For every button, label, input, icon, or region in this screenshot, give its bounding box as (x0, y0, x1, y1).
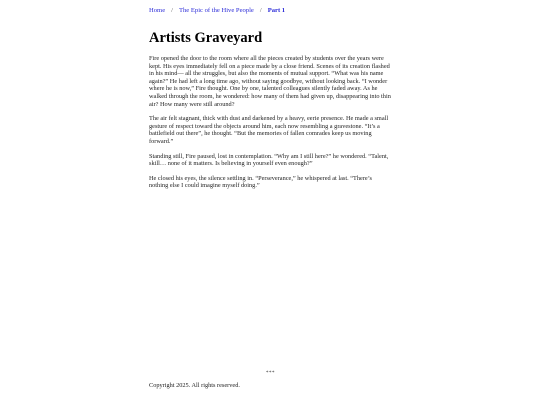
copyright-footer: Copyright 2025. All rights reserved. (149, 382, 240, 389)
breadcrumb-home-link[interactable]: Home (149, 7, 166, 14)
breadcrumb-separator: / (171, 7, 173, 14)
breadcrumb (149, 6, 285, 15)
breadcrumb-parent-link[interactable]: The Epic of the Hive People (178, 7, 254, 14)
section-break-mark: *** (266, 371, 275, 376)
story-paragraph: He closed his eyes, the silence settling in. “Perseverance,” he whispered at last. “There’s nothing else I could imagine myself doing.” (149, 174, 372, 190)
story-body (149, 55, 391, 197)
story-paragraph: Standing still, Fire paused, lost in contemplation. “Why am I still here?” he wondered. “Talent, skill… none of it matters. Is believing in yourself even enough?” (149, 152, 389, 168)
story-paragraph: Fire opened the door to the room where all the pieces created by students over the years were kept. His eyes immediately fell on a piece made by a close friend. Scenes of its creation flashed in his mind— all the struggles, but also the moments of mutual support. “What was his name again?” He had left a long time ago, without saying goodbye, without looking back. “I wonder where he is now,” Fire thought. One by one, talented colleagues silently faded away. As he walked through the room, he wondered: how many of them had given up, disappearing into thin air? How many were still around? (149, 55, 391, 108)
story-paragraph: The air felt stagnant, thick with dust and darkened by a heavy, eerie presence. He made a small gesture of respect toward the objects around him, each now resembling a gravestone. “It’s a battlefield out there”, he thought. “But the memories of fallen comrades keep us moving forward.” (149, 115, 389, 145)
breadcrumb-current: Part 1 (267, 7, 286, 14)
breadcrumb-separator: / (259, 7, 262, 14)
page-title: Artists Graveyard (149, 30, 263, 46)
